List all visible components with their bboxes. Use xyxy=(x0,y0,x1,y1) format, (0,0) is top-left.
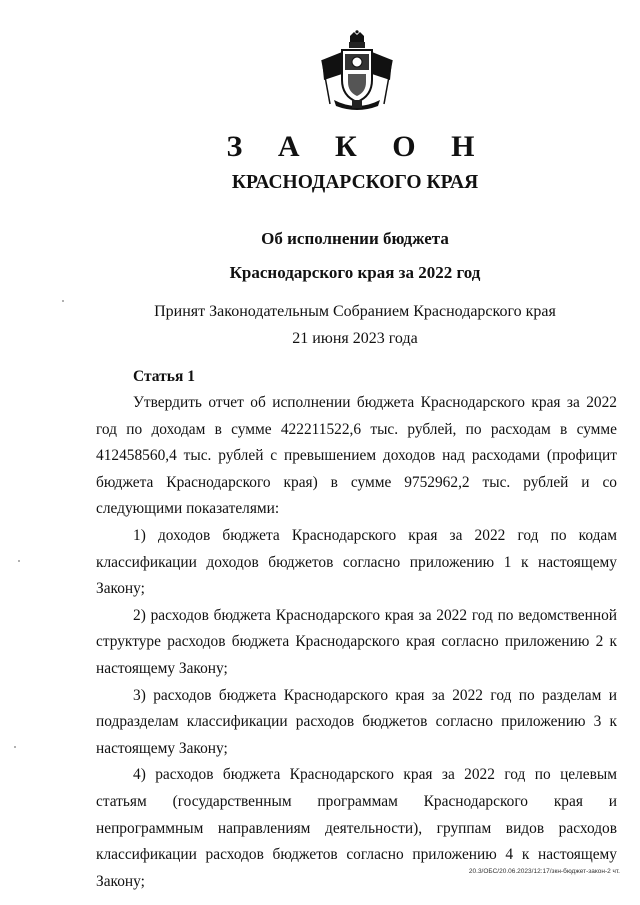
adoption-info xyxy=(0,298,640,352)
document-region: КРАСНОДАРСКОГО КРАЯ xyxy=(231,172,479,193)
scan-speck xyxy=(18,560,20,562)
law-subject xyxy=(0,222,640,290)
article-heading: Статья 1 xyxy=(133,368,195,385)
article-paragraph: 3) расходов бюджета Краснодарского края за 2022 год по разделам и подразделам классификации расходов бюджетов согласно приложению 3 к настоящему Закону; xyxy=(96,686,617,757)
subject-line-2: Краснодарского края за 2022 год xyxy=(229,263,481,282)
article-paragraph: 2) расходов бюджета Краснодарского края за 2022 год по ведомственной структуре расходов бюджета Краснодарского края согласно приложению 2 к настоящему Закону; xyxy=(96,606,617,677)
article-paragraph: 4) расходов бюджета Краснодарского края за 2022 год по целевым статьям (государственным программам Краснодарского края и непрограммным направлениям деятельности), группам видов расходов классификации расходов бюджетов согласно приложению 4 к настоящему Закону; xyxy=(96,766,617,890)
footer-document-code: 20.3/ОБС/20.06.2023/12:17/зкн-бюджет-закон-2 чт. xyxy=(468,868,620,875)
article-body xyxy=(96,390,617,895)
coat-of-arms-icon xyxy=(312,30,402,112)
article-paragraph: Утвердить отчет об исполнении бюджета Краснодарского края за 2022 год по доходам в сумме 422211522,6 тыс. рублей, по расходам в сумме 412458560,4 тыс. рублей с превышением доходов над расходами (профицит бюджета Краснодарского края) в сумме 9752962,2 тыс. рублей и со следующими показателями: xyxy=(96,394,617,518)
scan-speck xyxy=(62,300,64,302)
scan-speck xyxy=(14,746,16,748)
adoption-date: 21 июня 2023 года xyxy=(292,330,418,347)
adoption-line-1: Принят Законодательным Собранием Краснодарского края xyxy=(154,303,556,320)
subject-line-1: Об исполнении бюджета xyxy=(261,229,449,248)
document-title: З А К О Н xyxy=(226,130,489,163)
article-paragraph: 1) доходов бюджета Краснодарского края за 2022 год по кодам классификации доходов бюджетов согласно приложению 1 к настоящему Закону; xyxy=(96,526,617,598)
